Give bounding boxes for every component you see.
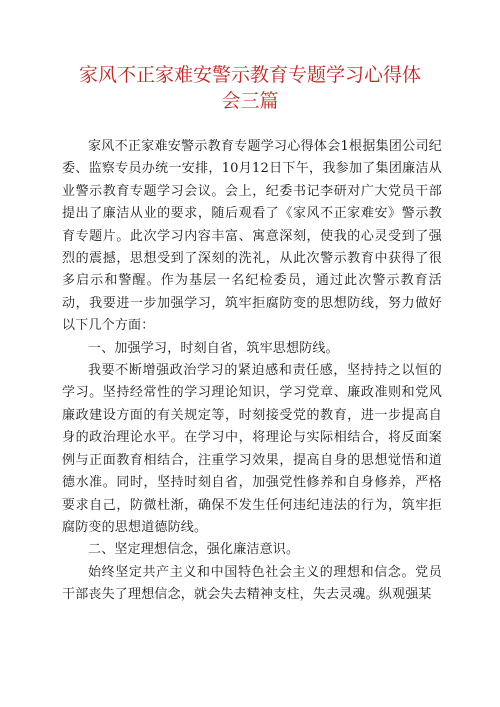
body-paragraph-ideals: 始终坚定共产主义和中国特色社会主义的理想和信念。党员干部丧失了理想信念，就会失去精神支柱，失去灵魂。纵观强某 [62,564,442,603]
section-heading-1: 一、加强学习，时刻自省，筑牢思想防线。 [88,340,339,356]
body-paragraph-study: 我要不断增强政治学习的紧迫感和责任感，坚持持之以恒的学习。坚持经常性的学习理论知识，学习党章、廉政准则和党风廉政建设方面的有关规定等，时刻接受党的教育，进一步提高自身的政治理论水平。在学习中，将理论与实际相结合，将反面案例与正面教育相结合，注重学习效果，提高自身的思想觉悟和道德水准。同时，坚持时刻自省，加强党性修养和自身修养，严格要求自己，防微杜渐，确保不发生任何违纪违法的行为，筑牢拒腐防变的思想道德防线。 [62,363,442,535]
document-title-line-1: 家风不正家难安警示教育专题学习心得体 [78,64,421,86]
document-title-line-2: 会三篇 [221,90,279,112]
document-body [62,136,442,607]
body-paragraph-intro: 家风不正家难安警示教育专题学习心得体会1根据集团公司纪委、监察专员办统一安排，10月12日下午，我参加了集团廉洁从业警示教育专题学习会议。会上，纪委书记李研对广大党员干部提出了廉洁从业的要求，随后观看了《家风不正家难安》警示教育专题片。此次学习内容丰富、寓意深刻，使我的心灵受到了强烈的震撼，思想受到了深刻的洗礼，从此次警示教育中获得了很多启示和警醒。作为基层一名纪检委员，通过此次警示教育活动，我要进一步加强学习，筑牢拒腐防变的思想防线，努力做好以下几个方面： [62,139,442,334]
section-heading-2: 二、坚定理想信念，强化廉洁意识。 [88,542,300,558]
